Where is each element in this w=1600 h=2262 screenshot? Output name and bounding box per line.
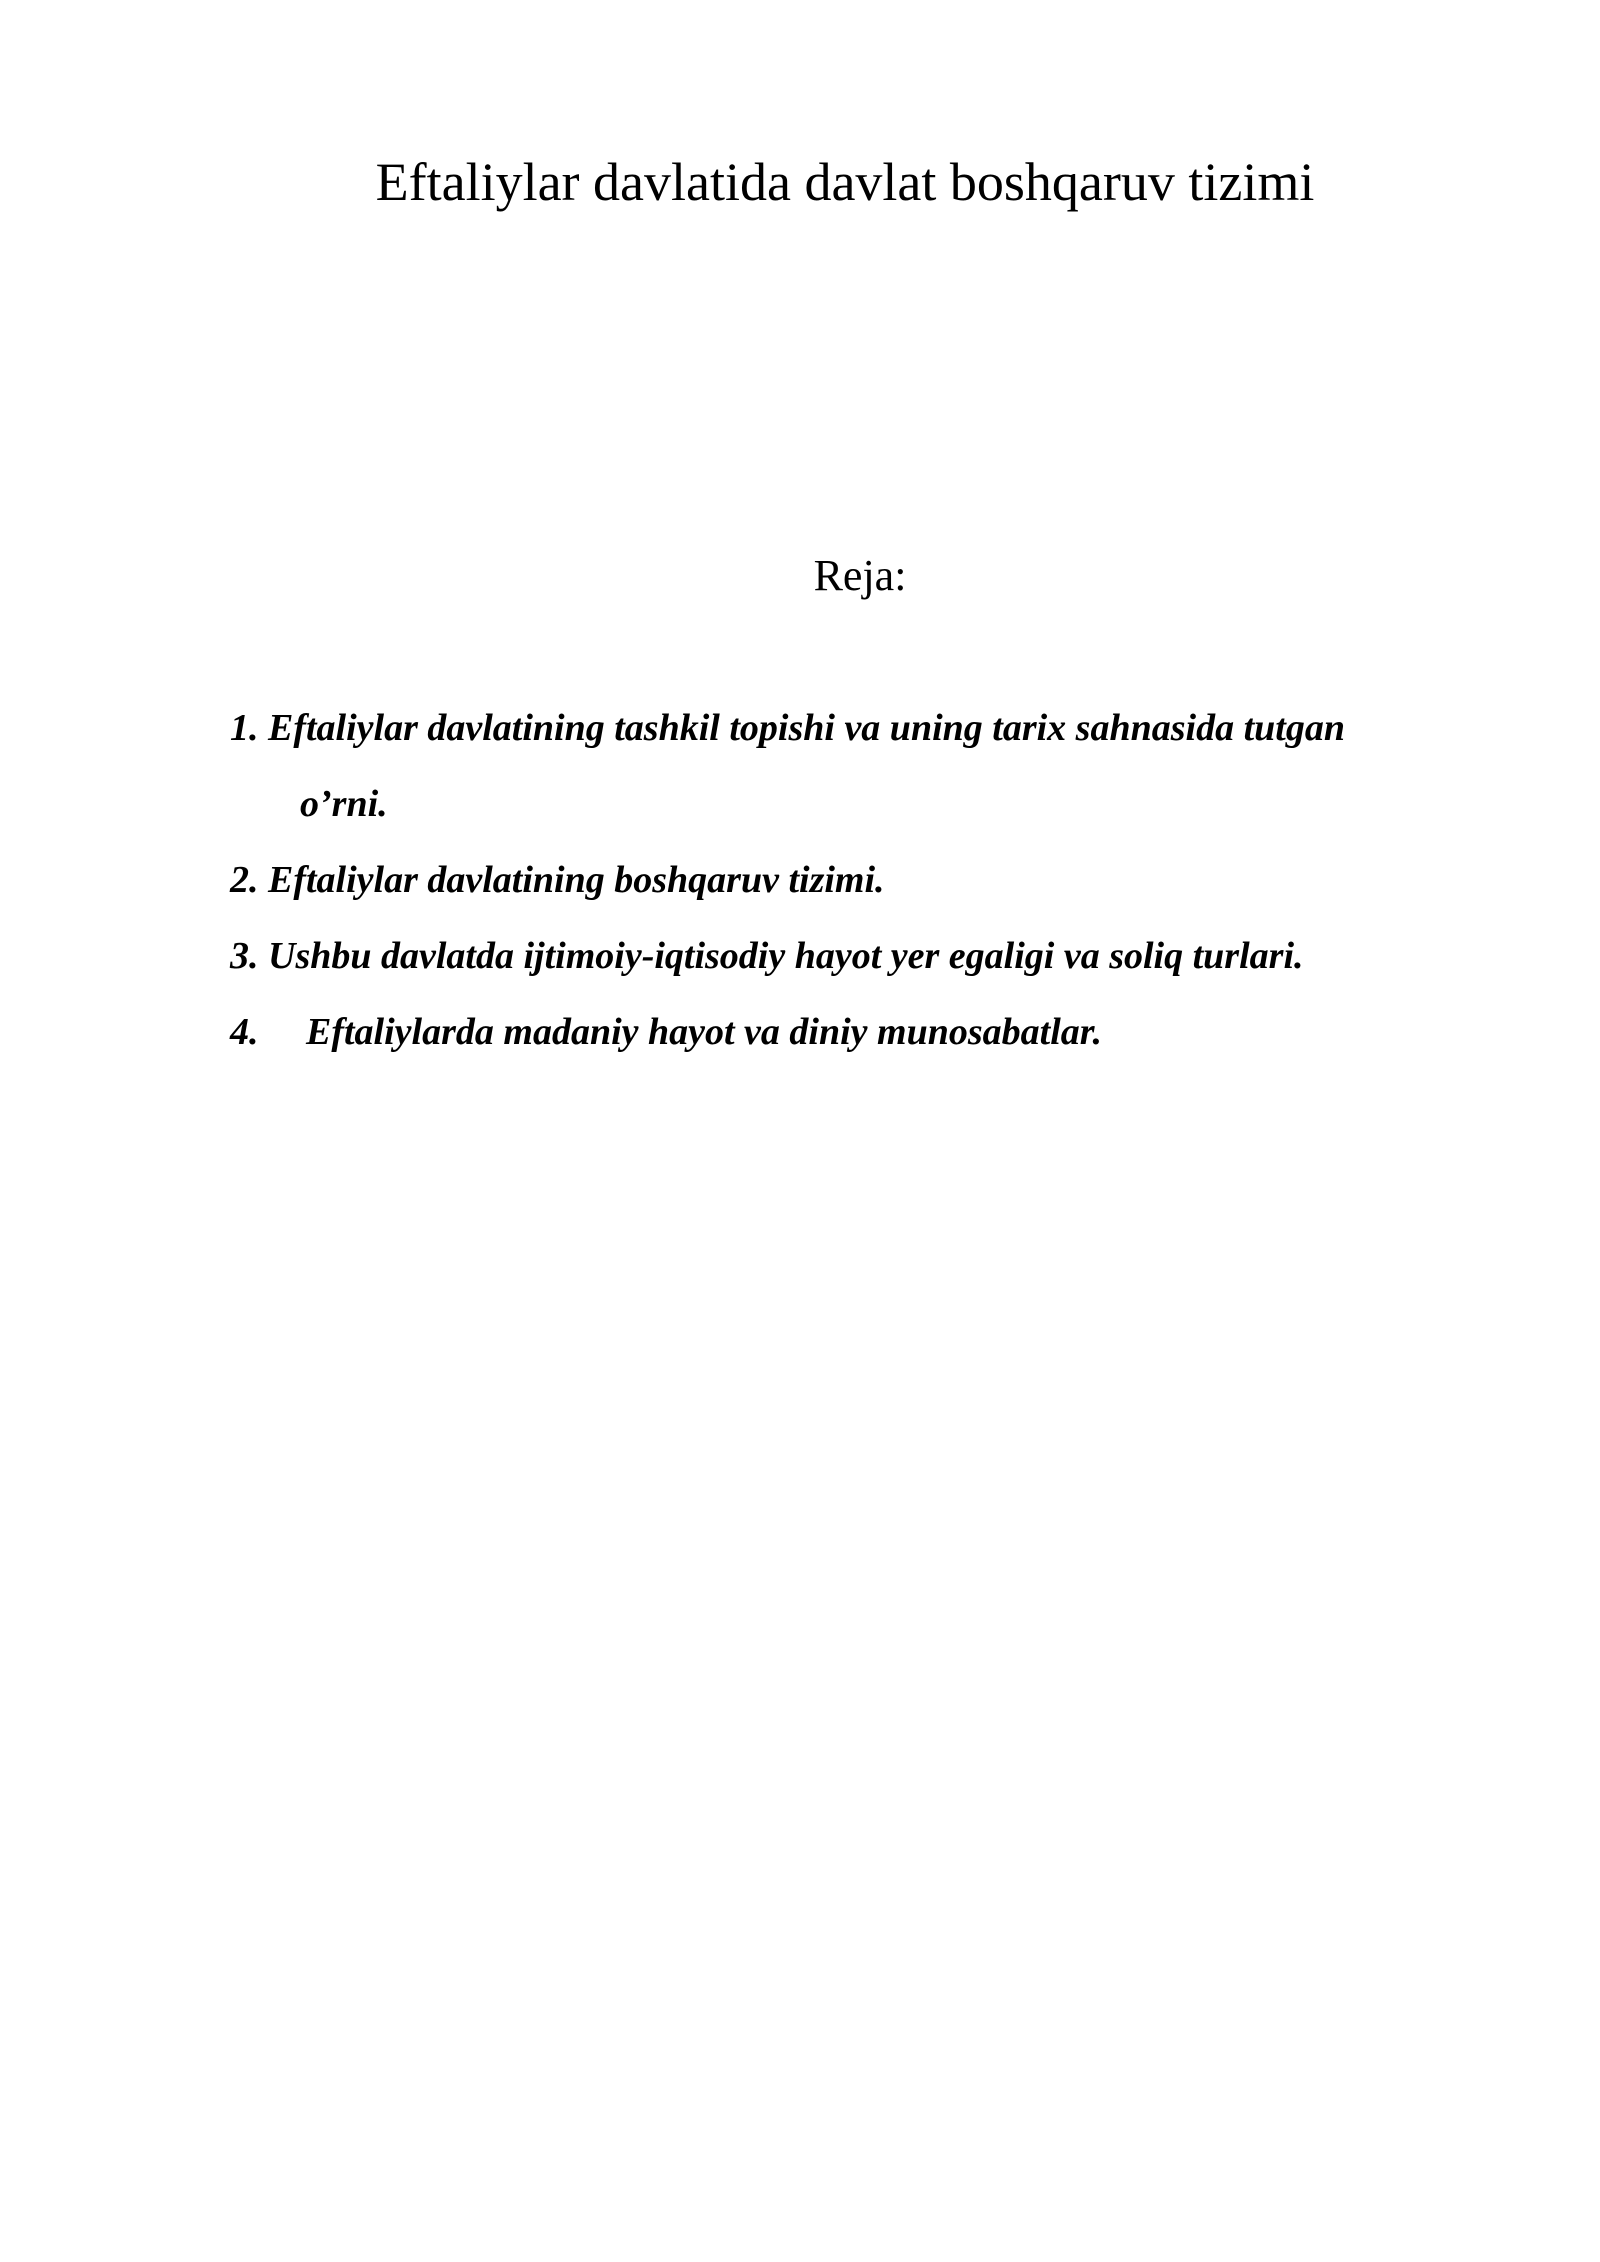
plan-item-number: 1. (230, 707, 259, 749)
plan-item-3 (230, 918, 1530, 994)
plan-item-number: 4. (230, 1011, 259, 1053)
plan-item-text-line1: Eftaliylar davlatining tashkil topishi va uning tarix sahnasida tutgan (268, 707, 1345, 749)
plan-heading: Reja: (813, 551, 907, 600)
plan-item-text (268, 690, 1530, 842)
plan-item-text: Eftaliylar davlatining boshqaruv tizimi. (268, 859, 885, 901)
plan-item-2 (230, 842, 1530, 918)
plan-item-number: 2. (230, 859, 259, 901)
plan-item-text: Eftaliylarda madaniy hayot va diniy munosabatlar. (306, 1011, 1102, 1053)
document-title: Eftaliylar davlatida davlat boshqaruv tizimi (375, 152, 1315, 212)
plan-item-4 (230, 994, 1530, 1070)
plan-item-1 (230, 690, 1530, 842)
plan-item-text: Ushbu davlatda ijtimoiy-iqtisodiy hayot yer egaligi va soliq turlari. (268, 935, 1304, 977)
plan-item-number: 3. (230, 935, 259, 977)
plan-item-text-line2: o’rni. (300, 783, 388, 825)
plan-list (230, 690, 1530, 1070)
